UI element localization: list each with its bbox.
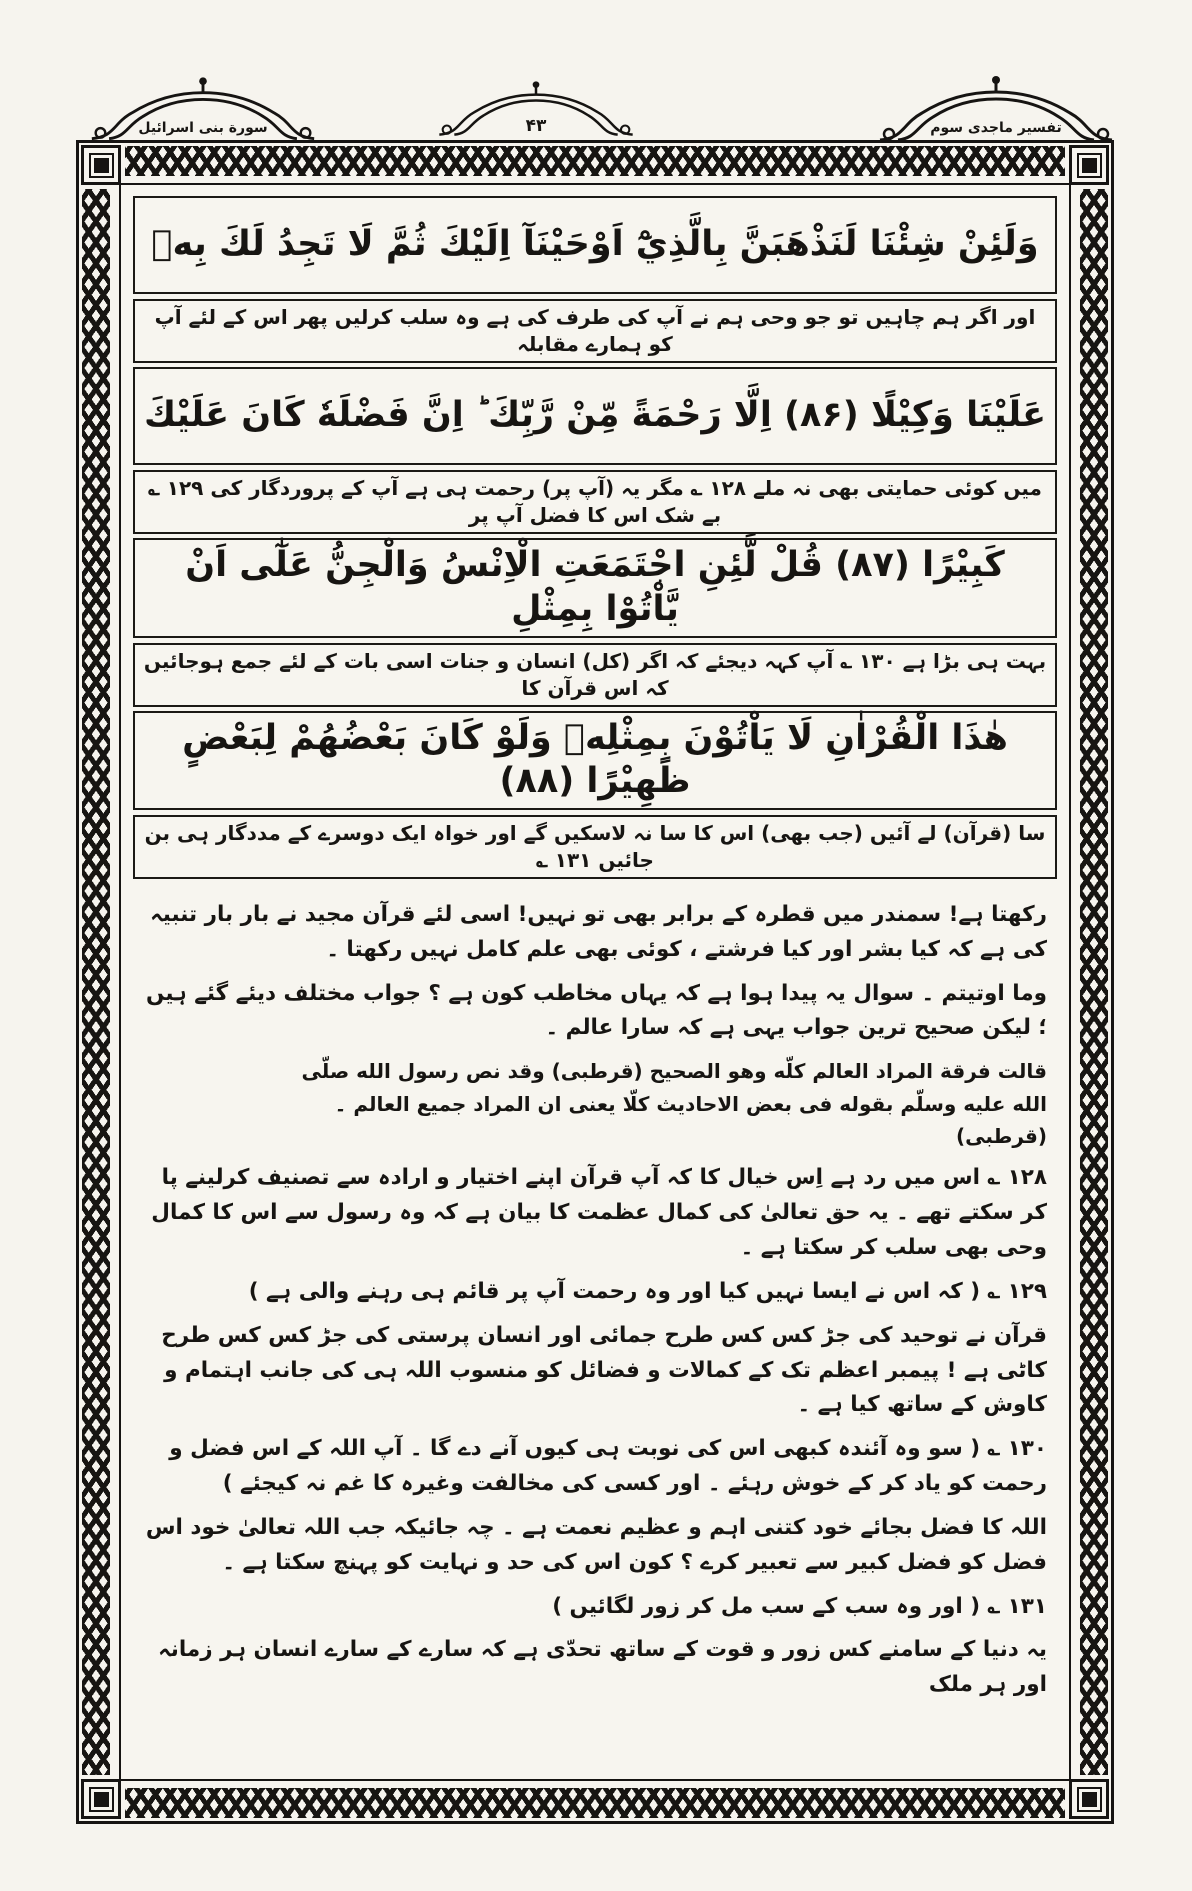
arabic-verse-line-2 xyxy=(133,367,1057,465)
arabic-verse-line-3 xyxy=(133,538,1057,638)
urdu-translation-line-4 xyxy=(133,815,1057,879)
chain-border-bottom xyxy=(125,1788,1065,1818)
commentary-paragraph: رکھتا ہے! سمندر میں قطرہ کے برابر بھی تو نہیں! اسی لئے قرآن مجید نے بار بار تنبیہ کی ہے کہ کیا بشر اور کیا فرشتے ، کوئی بھی علم کامل نہیں رکھتا ۔ xyxy=(150,902,1047,962)
book-title-label: تفسير ماجدى سوم xyxy=(930,120,1062,136)
urdu-translation-line-1 xyxy=(133,299,1057,363)
footnote-129: ۱۲۹ ؎ ( کہ اس نے ایسا نہیں کیا اور وہ رحمت آپ پر قائم ہی رہنے والی ہے ) xyxy=(248,1278,1047,1304)
chain-border-right xyxy=(1080,189,1108,1775)
frame-corner-ornament xyxy=(81,1779,121,1819)
arabic-verse-text: كَبِيْرًا (۸۷) قُلْ لَّئِنِ اجْتَمَعَتِ الْاِنْسُ وَالْجِنُّ عَلٰٓى اَنْ يَّاْتُوْا بِمِثْلِ xyxy=(185,545,1005,629)
arabic-verse-line-4 xyxy=(133,711,1057,811)
urdu-translation-text: اور اگر ہم چاہیں تو جو وحی ہم نے آپ کی طرف کی ہے وہ سلب کرلیں پھر اس کے لئے آپ کو ہمارے مقابلہ xyxy=(154,305,1036,356)
book-title-cartouche xyxy=(872,74,1120,142)
urdu-translation-line-3 xyxy=(133,643,1057,707)
surah-name-cartouche xyxy=(88,74,318,142)
arabic-verse-text: وَلَئِنْ شِئْنَا لَنَذْهَبَنَّ بِالَّذِيْٓ اَوْحَيْنَآ اِلَيْكَ ثُمَّ لَا تَجِدُ لَكَ بِهٖ xyxy=(151,224,1039,265)
footnote-131: ۱۳۱ ؎ ( اور وہ سب کے سب مل کر زور لگائیں ) xyxy=(552,1593,1047,1619)
urdu-translation-text: بہت ہی بڑا ہے ۱۳۰ ؎ آپ کہہ دیجئے کہ اگر (کل) انسان و جنات اسی بات کے لئے جمع ہوجائیں کہ اس قرآن کا xyxy=(143,648,1047,700)
commentary-paragraph: وما اوتیتم ۔ سوال یہ پیدا ہوا ہے کہ یہاں مخاطب کون ہے ؟ جواب مختلف دیئے گئے ہیں ؛ لیکن صحیح ترین جواب یہی ہے کہ سارا عالم ۔ xyxy=(146,980,1047,1041)
arabic-quotation-paragraph: قالت فرقة المراد العالم كلّه وهو الصحيح (قرطبى) وقد نص رسول الله صلّى الله عليه وسلّم بقوله فى بعض الاحاديث كلّا يعنى ان المراد جميع العالم ۔ (قرطبى) xyxy=(301,1059,1047,1149)
chain-border-top xyxy=(125,146,1065,176)
footnote-128: ۱۲۸ ؎ اس میں رد ہے اِس خیال کا کہ آپ قرآن اپنے اختیار و ارادہ سے تصنیف کرلینے پا کر سکتے تھے ۔ یہ حق تعالیٰ کی کمال عظمت کا بیان ہے کہ وہ رسول سے اس کا کمال وحی بھی سلب کر سکتا ہے ۔ xyxy=(151,1165,1047,1261)
page-border-frame xyxy=(76,140,1114,1824)
arabic-verse-text: عَلَيْنَا وَكِيْلًا (۸۶) اِلَّا رَحْمَةً مِّنْ رَّبِّكَ ؕ اِنَّ فَضْلَهٗ كَانَ عَلَيْكَ xyxy=(143,395,1047,436)
urdu-translation-line-2 xyxy=(133,470,1057,534)
frame-corner-ornament xyxy=(1069,1779,1109,1819)
text-area xyxy=(119,183,1071,1781)
arabic-verse-line-1 xyxy=(133,196,1057,294)
commentary-paragraph: یہ دنیا کے سامنے کس زور و قوت کے ساتھ تحدّی ہے کہ سارے کے سارے انسان ہر زمانہ اور ہر ملک xyxy=(158,1637,1047,1698)
page-number: ۴۳ xyxy=(525,116,547,136)
frame-corner-ornament xyxy=(81,145,121,185)
urdu-translation-text: سا (قرآن) لے آئیں (جب بھی) اس کا سا نہ لاسکیں گے اور خواہ ایک دوسرے کے مددگار ہی بن جائیں ۱۳۱ ؎ xyxy=(144,821,1046,872)
surah-name-label: سورة بنى اسرائيل xyxy=(138,120,268,136)
frame-corner-ornament xyxy=(1069,145,1109,185)
urdu-translation-text: میں کوئی حمایتی بھی نہ ملے ۱۲۸ ؎ مگر یہ (آپ پر) رحمت ہی ہے آپ کے پروردگار کی ۱۲۹ ؎ بے شک اس کا فضل آپ پر xyxy=(148,476,1042,527)
chain-border-left xyxy=(82,189,110,1775)
arabic-verse-text: هٰذَا الْقُرْاٰنِ لَا يَاْتُوْنَ بِمِثْلِهٖ وَلَوْ كَانَ بَعْضُهُمْ لِبَعْضٍ ظَهِيْرًا (۸۸) xyxy=(182,717,1008,802)
page-number-cartouche xyxy=(436,74,636,142)
footnote-130: ۱۳۰ ؎ ( سو وہ آئندہ کبھی اس کی نوبت ہی کیوں آنے دے گا ۔ آپ اللہ کے اس فضل و رحمت کو یاد کر کے خوش رہئے ۔ اور کسی کی مخالفت وغیرہ کا غم نہ کیجئے ) xyxy=(169,1436,1047,1497)
commentary-paragraph: اللہ کا فضل بجائے خود کتنی اہم و عظیم نعمت ہے ۔ چہ جائیکہ جب اللہ تعالیٰ خود اس فضل کو فضل کبیر سے تعبیر کرے ؟ کون اس کی حد و نہایت کو پہنچ سکتا ہے ۔ xyxy=(145,1514,1047,1575)
commentary-section xyxy=(129,887,1061,1772)
commentary-paragraph: قرآن نے توحید کی جڑ کس کس طرح جمائی اور انسان پرستی کی جڑ کس کس طرح کاٹی ہے ! پیمبر اعظم تک کے کمالات و فضائل کو منسوب اللہ ہی کی جانب اہتمام و کاوش کے ساتھ کیا ہے ۔ xyxy=(161,1322,1047,1418)
